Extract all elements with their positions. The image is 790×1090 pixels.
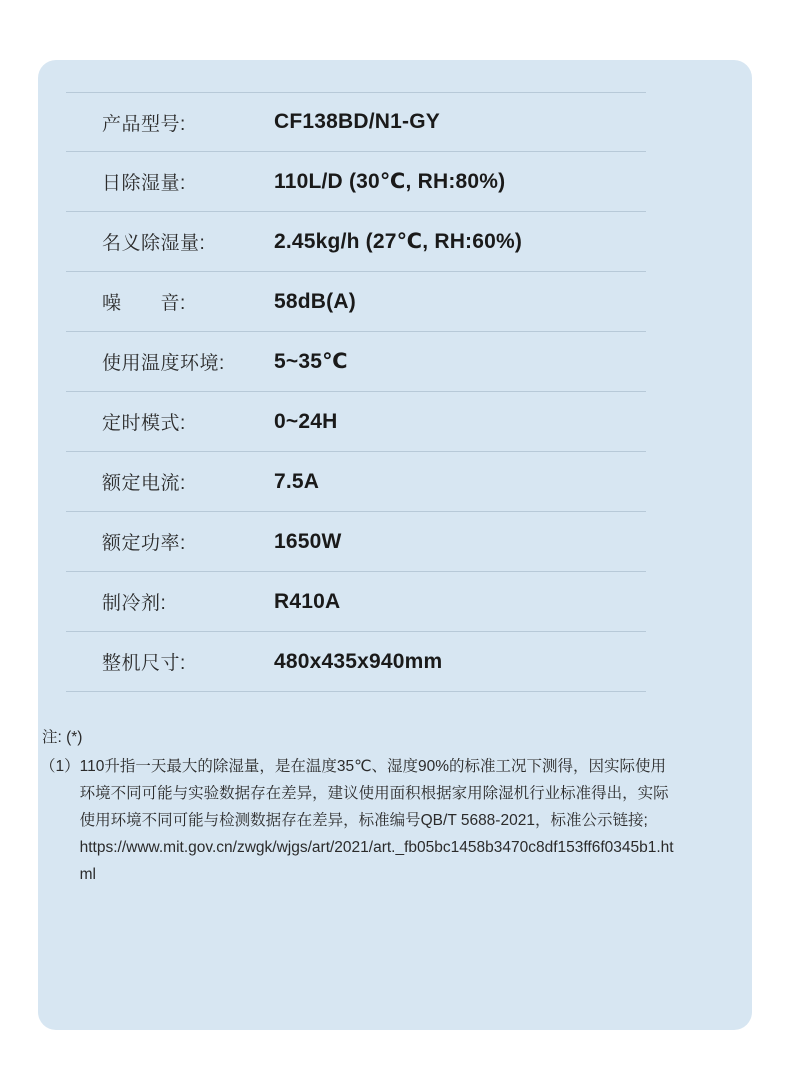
spec-value: 110L/D (30℃, RH:80%): [274, 170, 506, 193]
spec-label: 定时模式:: [102, 413, 186, 434]
spec-value: R410A: [274, 589, 341, 613]
notes-title: 注: (*): [42, 729, 83, 746]
spec-label: 产品型号:: [102, 113, 186, 135]
spec-value: 7.5A: [274, 469, 320, 493]
spec-value: 0~24H: [274, 409, 338, 433]
spec-value: CF138BD/N1-GY: [274, 110, 440, 133]
specification-table: [66, 92, 646, 692]
spec-label: 名义除湿量:: [102, 233, 206, 254]
spec-value: 58dB(A): [274, 289, 356, 313]
table-row: [66, 512, 646, 572]
note-text: 110升指一天最大的除湿量，是在温度35℃、湿度90%的标准工况下测得，因实际使用环境不同可能与实验数据存在差异，建议使用面积根据家用除湿机行业标准得出，实际使用环境不同可能与检测数据存在差异，标准编号QB/T 5688-2021，标准公示链接; https://www.mit.gov.cn/zwgk/wjgs/art/2021/art._fb05bc1458b3470c8df153ff6f0345b1.html: [79, 758, 674, 883]
table-row: [66, 572, 646, 632]
spec-value: 1650W: [274, 529, 342, 553]
table-row: [66, 452, 646, 512]
spec-value: 480x435x940mm: [274, 649, 443, 673]
spec-value: 5~35℃: [274, 350, 348, 373]
spec-label: 制冷剂:: [102, 593, 167, 614]
table-row: [66, 152, 646, 212]
table-row: [66, 332, 646, 392]
table-row: [66, 92, 646, 152]
table-row: [66, 212, 646, 272]
spec-label: 额定功率:: [102, 533, 186, 554]
table-row: [66, 392, 646, 452]
spec-label: 日除湿量:: [102, 173, 186, 194]
spec-value: 2.45kg/h (27℃, RH:60%): [274, 230, 523, 253]
spec-label: 使用温度环境:: [102, 353, 225, 374]
table-row: [66, 632, 646, 692]
spec-label: 噪 音:: [102, 293, 186, 314]
notes-section: [40, 725, 680, 888]
note-item: [40, 753, 680, 888]
spec-label: 额定电流:: [102, 473, 186, 494]
note-index: （1）: [40, 758, 80, 775]
spec-label: 整机尺寸:: [102, 653, 186, 674]
table-row: [66, 272, 646, 332]
